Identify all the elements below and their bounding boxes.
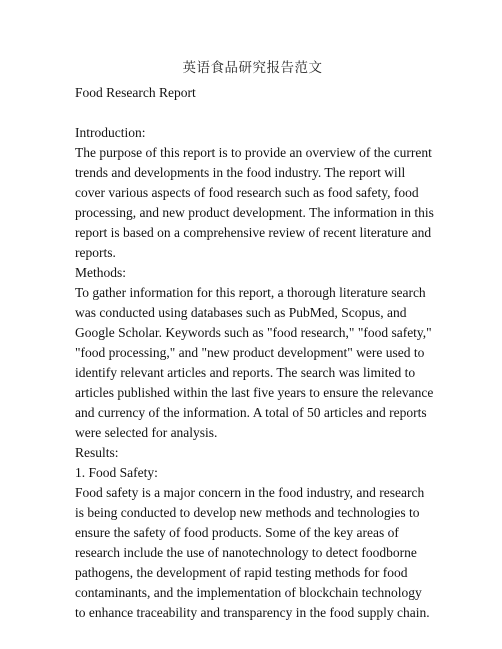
- results-heading: Results:: [75, 445, 119, 460]
- food-safety-heading: 1. Food Safety:: [75, 465, 158, 480]
- document-title: 英语食品研究报告范文: [182, 60, 323, 75]
- report-title: Food Research Report: [75, 85, 196, 100]
- methods-heading: Methods:: [75, 265, 127, 280]
- introduction-section: [75, 123, 435, 263]
- food-safety-body: Food safety is a major concern in the food industry, and research is being conducted to develop new methods and technologies to ensure the safety of food products. Some of the key areas of research include the use of nanotechnology to detect foodborne pathogens, the development of rapid testing methods for food contaminants, and the implementation of blockchain technology to enhance traceability and transparency in the food supply chain.: [75, 485, 430, 620]
- methods-section: [75, 263, 435, 443]
- results-section: [75, 443, 435, 623]
- methods-body: To gather information for this report, a thorough literature search was conducted using databases such as PubMed, Scopus, and Google Scholar. Keywords such as "food research," "food safety," "food processing," and "new product development" were used to identify relevant articles and reports. The search was limited to articles published within the last five years to ensure the relevance and currency of the information. A total of 50 articles and reports were selected for analysis.: [75, 285, 434, 440]
- introduction-heading: Introduction:: [75, 125, 146, 140]
- introduction-body: The purpose of this report is to provide an overview of the current trends and developments in the food industry. The report will cover various aspects of food research such as food safety, food processing, and new product development. The information in this report is based on a comprehensive review of recent literature and reports.: [75, 145, 434, 260]
